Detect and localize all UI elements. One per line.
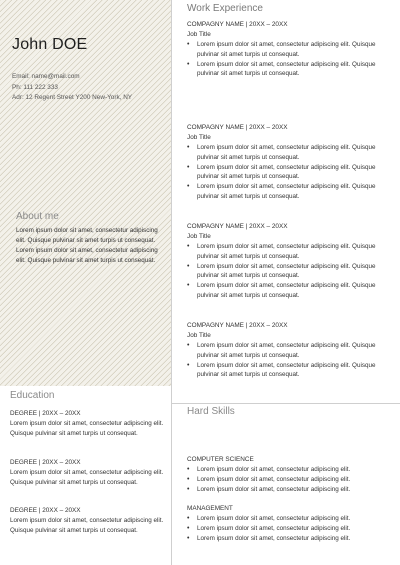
list-item: • Lorem ipsum dolor sit amet, consectetur adipiscing elit. — [187, 475, 397, 485]
contact-phone: Ph: 111 222 333 — [12, 83, 58, 91]
job-entry — [187, 123, 397, 202]
list-item: • Lorem ipsum dolor sit amet, consectetur adipiscing elit. Quisque pulvinar sit amet turpis ut consequat. — [187, 281, 397, 301]
degree-text: Lorem ipsum dolor sit amet, consectetur adipiscing elit. Quisque pulvinar sit amet turpis ut consequat. — [10, 420, 164, 437]
degree-text: Lorem ipsum dolor sit amet, consectetur adipiscing elit. Quisque pulvinar sit amet turpis ut consequat. — [10, 517, 164, 534]
job-bullets — [187, 242, 397, 301]
column-divider — [171, 0, 172, 565]
skill-bullets — [187, 514, 397, 543]
contact-address: Adr: 12 Regent Street Y200 New-York, NY — [12, 94, 133, 101]
list-item: • Lorem ipsum dolor sit amet, consectetur adipiscing elit. Quisque pulvinar sit amet turpis ut consequat. — [187, 163, 397, 183]
job-bullets — [187, 143, 397, 202]
degree-heading: DEGREE | 20XX – 20XX — [10, 410, 81, 417]
job-title: Job Title — [187, 31, 211, 38]
candidate-name: John DOE — [12, 36, 88, 53]
company-heading: COMPAGNY NAME | 20XX – 20XX — [187, 322, 288, 329]
about-text: Lorem ipsum dolor sit amet, consectetur adipiscing elit. Quisque pulvinar sit amet turpis ut consequat. Lorem ipsum dolor sit amet, consectetur adipiscing elit. Quisque pulvinar sit amet turpis ut consequat. — [16, 227, 158, 264]
list-item: • Lorem ipsum dolor sit amet, consectetur adipiscing elit. Quisque pulvinar sit amet turpis ut consequat. — [187, 242, 397, 262]
list-item: • Lorem ipsum dolor sit amet, consectetur adipiscing elit. — [187, 524, 397, 534]
job-bullets — [187, 40, 397, 79]
education-item — [10, 458, 165, 488]
list-item: • Lorem ipsum dolor sit amet, consectetur adipiscing elit. Quisque pulvinar sit amet turpis ut consequat. — [187, 143, 397, 163]
job-entry — [187, 20, 397, 79]
list-item: • Lorem ipsum dolor sit amet, consectetur adipiscing elit. — [187, 514, 397, 524]
degree-heading: DEGREE | 20XX – 20XX — [10, 459, 81, 466]
degree-heading: DEGREE | 20XX – 20XX — [10, 507, 81, 514]
list-item: • Lorem ipsum dolor sit amet, consectetur adipiscing elit. Quisque pulvinar sit amet turpis ut consequat. — [187, 341, 397, 361]
list-item: • Lorem ipsum dolor sit amet, consectetur adipiscing elit. — [187, 485, 397, 495]
education-item — [10, 409, 165, 439]
contact-email: Email: name@mail.com — [12, 73, 80, 80]
education-heading: Education — [10, 390, 55, 401]
skill-group-heading: COMPUTER SCIENCE — [187, 456, 254, 463]
education-item — [10, 506, 165, 536]
skill-bullets — [187, 465, 397, 494]
list-item: • Lorem ipsum dolor sit amet, consectetur adipiscing elit. Quisque pulvinar sit amet turpis ut consequat. — [187, 361, 397, 381]
list-item: • Lorem ipsum dolor sit amet, consectetur adipiscing elit. Quisque pulvinar sit amet turpis ut consequat. — [187, 262, 397, 282]
degree-text: Lorem ipsum dolor sit amet, consectetur adipiscing elit. Quisque pulvinar sit amet turpis ut consequat. — [10, 469, 164, 486]
sidebar-panel — [0, 0, 171, 386]
job-entry — [187, 321, 397, 380]
company-heading: COMPAGNY NAME | 20XX – 20XX — [187, 21, 288, 28]
skill-group — [187, 455, 397, 494]
contact-info — [12, 72, 132, 104]
list-item: • Lorem ipsum dolor sit amet, consectetur adipiscing elit. — [187, 534, 397, 544]
hard-skills-heading: Hard Skills — [187, 406, 235, 417]
job-entry — [187, 222, 397, 301]
job-title: Job Title — [187, 233, 211, 240]
job-bullets — [187, 341, 397, 380]
list-item: • Lorem ipsum dolor sit amet, consectetur adipiscing elit. Quisque pulvinar sit amet turpis ut consequat. — [187, 60, 397, 80]
skill-group — [187, 504, 397, 543]
company-heading: COMPAGNY NAME | 20XX – 20XX — [187, 124, 288, 131]
list-item: • Lorem ipsum dolor sit amet, consectetur adipiscing elit. — [187, 465, 397, 475]
list-item: • Lorem ipsum dolor sit amet, consectetur adipiscing elit. Quisque pulvinar sit amet turpis ut consequat. — [187, 40, 397, 60]
list-item: • Lorem ipsum dolor sit amet, consectetur adipiscing elit. Quisque pulvinar sit amet turpis ut consequat. — [187, 182, 397, 202]
job-title: Job Title — [187, 332, 211, 339]
work-experience-heading: Work Experience — [187, 3, 263, 14]
about-heading: About me — [16, 211, 59, 222]
company-heading: COMPAGNY NAME | 20XX – 20XX — [187, 223, 288, 230]
section-divider — [172, 403, 400, 404]
job-title: Job Title — [187, 134, 211, 141]
skill-group-heading: MANAGEMENT — [187, 505, 233, 512]
